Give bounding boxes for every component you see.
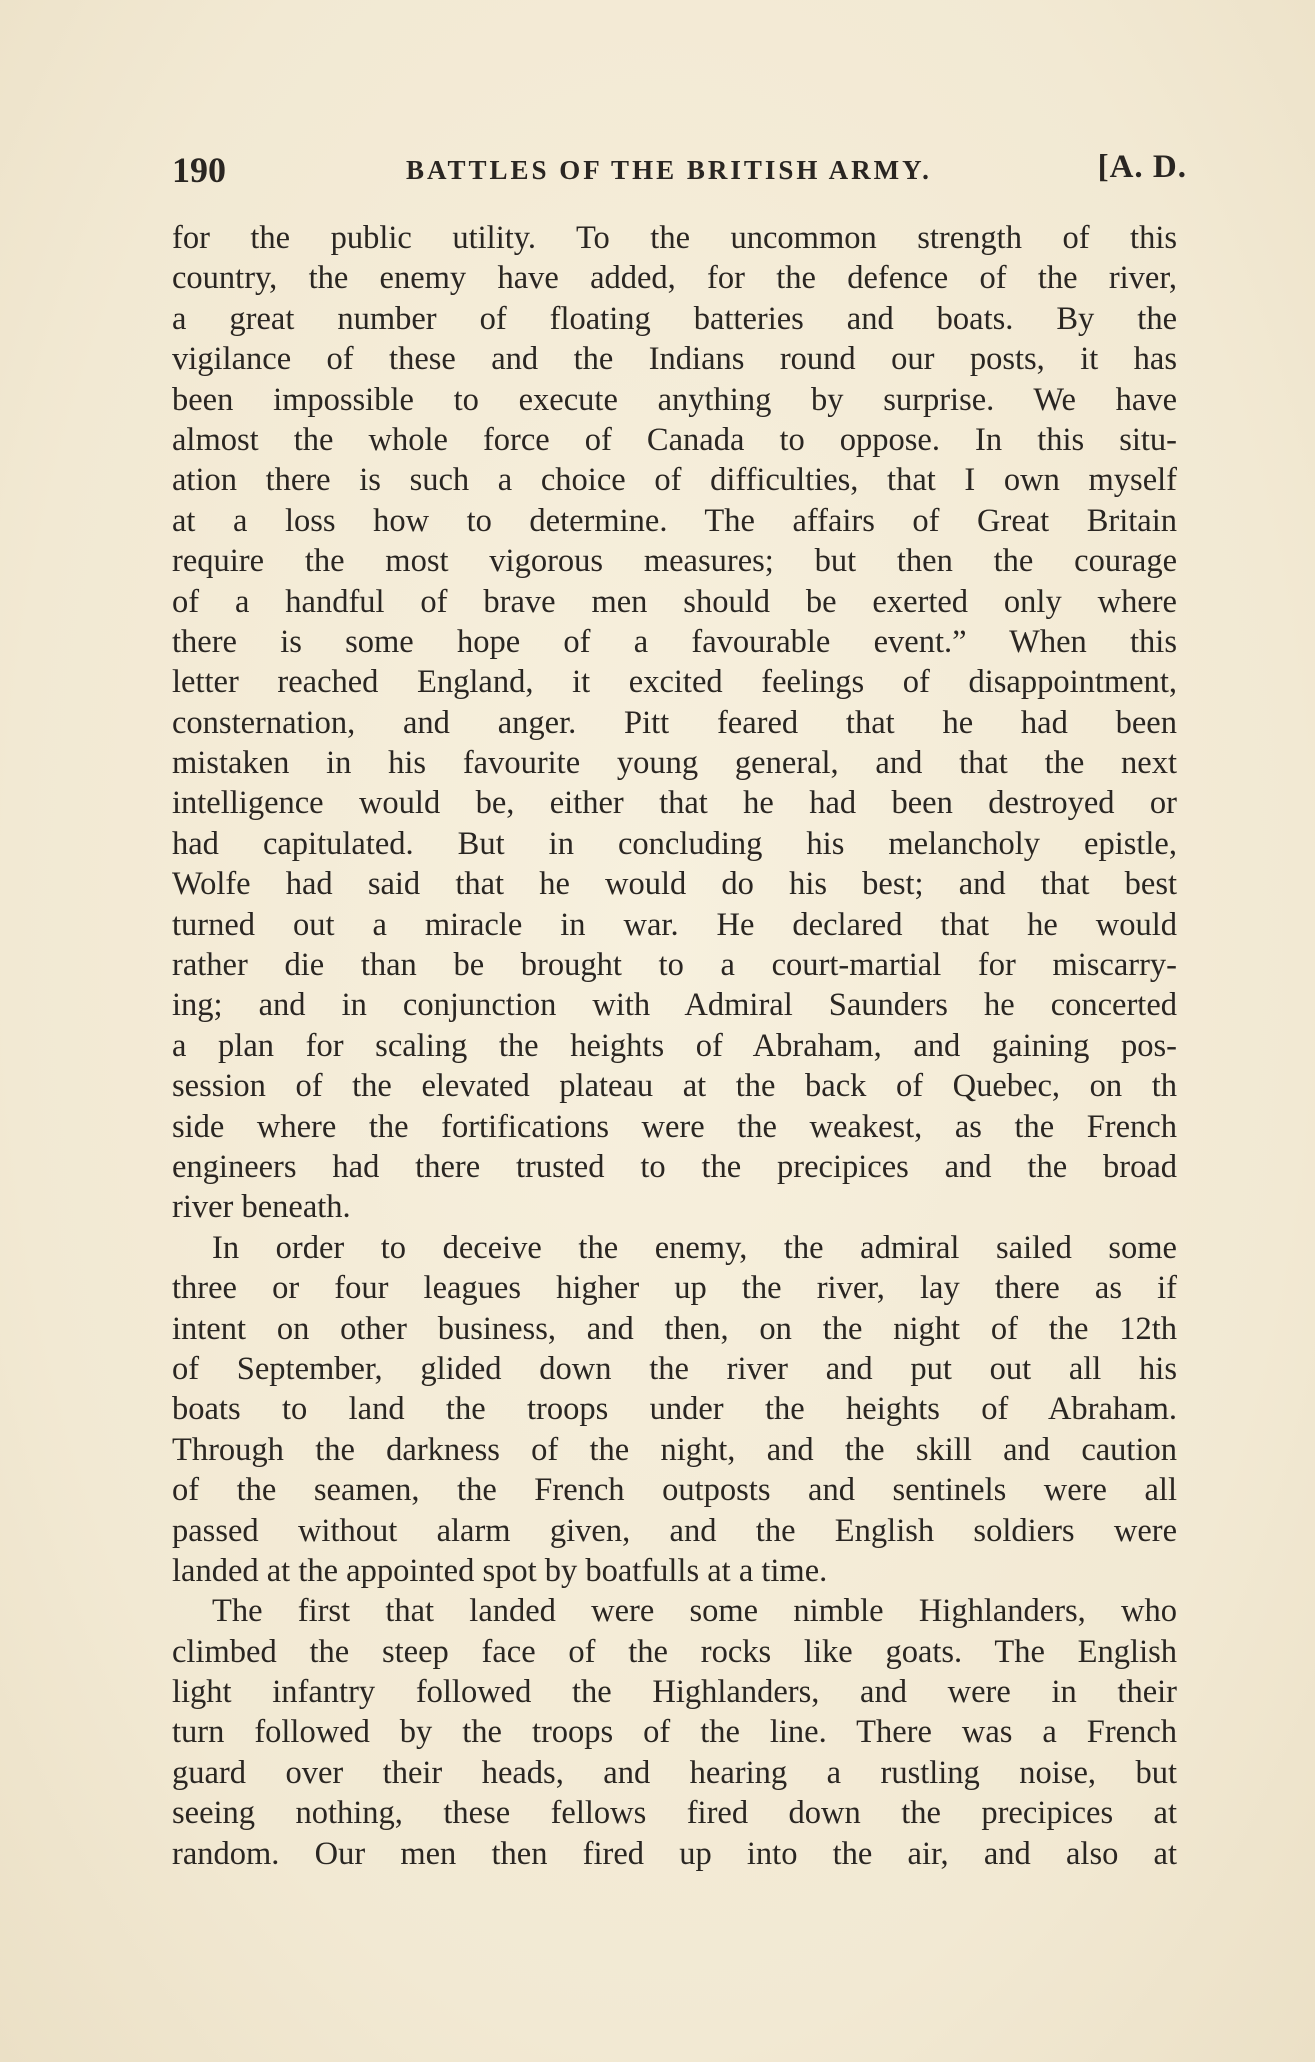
text-line: passed without alarm given, and the English soldiers were <box>172 1512 1177 1549</box>
text-line: boats to land the troops under the heights of Abraham. <box>172 1391 1177 1428</box>
text-line: turn followed by the troops of the line. There was a French <box>172 1714 1177 1751</box>
text-line: landed at the appointed spot by boatfulls at a time. <box>172 1552 828 1589</box>
text-line: vigilance of these and the Indians round our posts, it has <box>172 341 1177 378</box>
text-line: of a handful of brave men should be exerted only where <box>172 583 1177 620</box>
text-line: The first that landed were some nimble Highlanders, who <box>212 1593 1177 1630</box>
text-line: three or four leagues higher up the river, lay there as if <box>172 1270 1177 1307</box>
text-line: country, the enemy have added, for the defence of the river, <box>172 260 1177 297</box>
text-line: guard over their heads, and hearing a rustling noise, but <box>172 1754 1177 1791</box>
text-line: engineers had there trusted to the precipices and the broad <box>172 1148 1177 1185</box>
text-line: seeing nothing, these fellows fired down the precipices at <box>172 1795 1177 1832</box>
page-number: 190 <box>172 150 226 190</box>
body-text <box>172 218 1177 1874</box>
running-date: [A. D. <box>1097 149 1187 185</box>
text-line: at a loss how to determine. The affairs of Great Britain <box>172 502 1177 539</box>
text-line: session of the elevated plateau at the back of Quebec, on th <box>172 1068 1177 1105</box>
text-line: Through the darkness of the night, and the skill and caution <box>172 1431 1177 1468</box>
text-line: there is some hope of a favourable event.” When this <box>172 623 1177 660</box>
text-line: intent on other business, and then, on the night of the 12th <box>172 1310 1177 1347</box>
text-line: of the seamen, the French outposts and sentinels were all <box>172 1472 1177 1509</box>
text-line: been impossible to execute anything by surprise. We have <box>172 381 1177 418</box>
text-line: almost the whole force of Canada to oppose. In this situ- <box>172 421 1177 458</box>
running-header <box>172 145 1187 195</box>
text-line: ing; and in conjunction with Admiral Saunders he concerted <box>172 987 1177 1024</box>
text-line: a great number of floating batteries and boats. By the <box>172 300 1177 337</box>
text-line: letter reached England, it excited feelings of disappointment, <box>172 664 1177 701</box>
text-line: turned out a miracle in war. He declared that he would <box>172 906 1177 943</box>
text-line: Wolfe had said that he would do his best; and that best <box>172 866 1177 903</box>
text-line: a plan for scaling the heights of Abraham, and gaining pos- <box>172 1027 1177 1064</box>
text-line: of September, glided down the river and put out all his <box>172 1350 1177 1387</box>
text-line: random. Our men then fired up into the air, and also at <box>172 1835 1177 1872</box>
text-line: light infantry followed the Highlanders, and were in their <box>172 1674 1177 1711</box>
text-line: river beneath. <box>172 1189 351 1226</box>
text-line: side where the fortifications were the weakest, as the French <box>172 1108 1177 1145</box>
text-line: climbed the steep face of the rocks like goats. The English <box>172 1633 1177 1670</box>
text-line: rather die than be brought to a court-martial for miscarry- <box>172 947 1177 984</box>
text-line: mistaken in his favourite young general, and that the next <box>172 745 1177 782</box>
text-line: In order to deceive the enemy, the admiral sailed some <box>212 1229 1177 1266</box>
text-line: for the public utility. To the uncommon strength of this <box>172 220 1177 256</box>
text-line: intelligence would be, either that he had been destroyed or <box>172 785 1177 822</box>
text-line: require the most vigorous measures; but then the courage <box>172 543 1177 580</box>
text-line: ation there is such a choice of difficulties, that I own myself <box>172 462 1177 499</box>
text-line: consternation, and anger. Pitt feared that he had been <box>172 704 1177 741</box>
running-title: BATTLES OF THE BRITISH ARMY. <box>406 155 932 185</box>
text-line: had capitulated. But in concluding his melancholy epistle, <box>172 825 1177 862</box>
